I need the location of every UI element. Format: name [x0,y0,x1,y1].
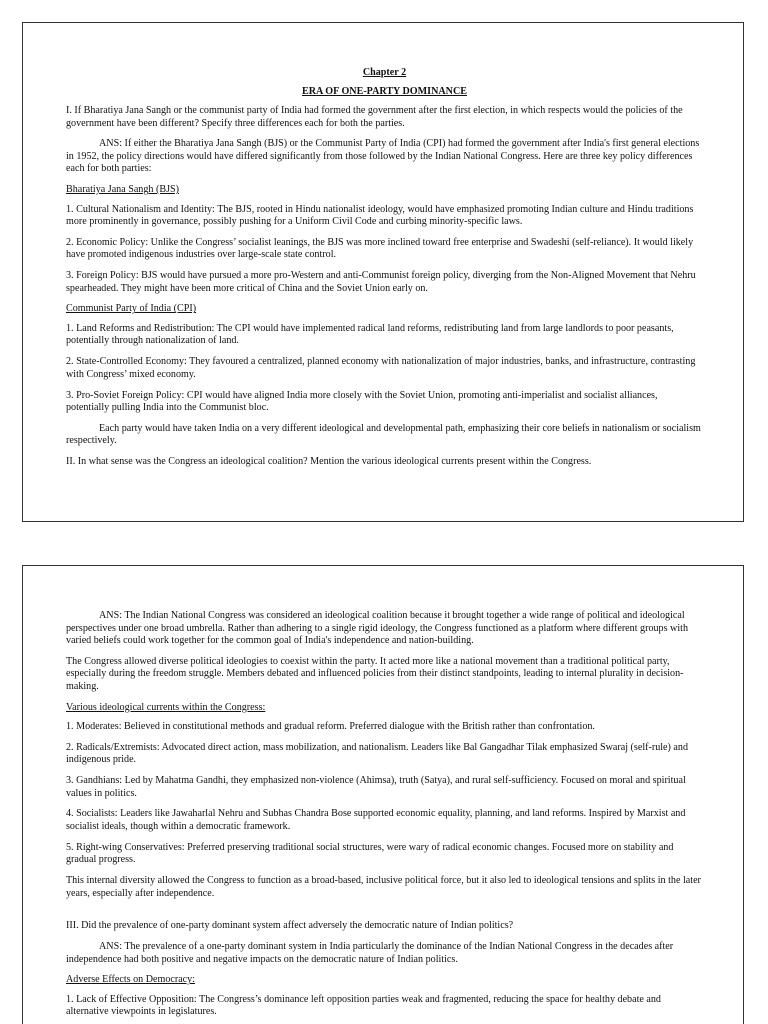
cpi-item: 2. State-Controlled Economy: They favoured a centralized, planned economy with nationalization of major industries, banks, and infrastructure, contrasting with Congress’ mixed economy. [66,356,696,380]
currents-heading: Various ideological currents within the Congress: [66,701,266,713]
cpi-heading: Communist Party of India (CPI) [66,303,197,315]
adverse-heading: Adverse Effects on Democracy: [66,974,196,986]
bjs-item: 1. Cultural Nationalism and Identity: The BJS, rooted in Hindu nationalist ideology, would have emphasized promoting Indian culture and Hindu traditions more prominently in governance, possibly pushing for a Uniform Civil Code and curbing minority-specific laws. [66,203,694,228]
paragraph-spacer [66,908,703,920]
answer-3: ANS: The prevalence of a one-party dominant system in India particularly the dominance of the Indian National Congress in the decades after independence had both positive and negative impacts on the democratic nature of Indian politics. [66,941,674,965]
cpi-item: 1. Land Reforms and Redistribution: The CPI would have implemented radical land reforms, redistributing land from large landlords to poor peasants, potentially through nationalization of land. [66,322,674,347]
chapter-label: Chapter 2 [362,67,407,78]
bjs-item: 3. Foreign Policy: BJS would have pursued a more pro-Western and anti-Communist foreign policy, diverging from the Non-Aligned Movement that Nehru spearheaded. They might have been more critical of China and the Soviet Union early on. [66,270,696,294]
current-item: 1. Moderates: Believed in constitutional methods and gradual reform. Preferred dialogue with the British rather than confrontation. [66,721,595,733]
question-2: II. In what sense was the Congress an ideological coalition? Mention the various ideological currents present within the Congress. [66,456,592,468]
document-page-1 [22,22,744,522]
answer-1-conclusion: Each party would have taken India on a very different ideological and developmental path, emphasizing their core beliefs in nationalism or socialism respectively. [66,422,701,447]
question-1: I. If Bharatiya Jana Sangh or the communist party of India had formed the government after the first election, in which respects would the policies of the government have been different? Specify three differences each for both the parties. [66,105,683,129]
answer-1: ANS: If either the Bharatiya Jana Sangh (BJS) or the Communist Party of India (CPI) had formed the government after India's first general elections in 1952, the policy directions would have differed significantly from those followed by the Indian National Congress. Here are three key policy differences each for both parties: [66,138,700,175]
cpi-item: 3. Pro-Soviet Foreign Policy: CPI would have aligned India more closely with the Soviet Union, promoting anti-imperialist and socialist alliances, potentially pulling India into the Communist bloc. [66,389,658,414]
bjs-item: 2. Economic Policy: Unlike the Congress’ socialist leanings, the BJS was more inclined toward free enterprise and Swadeshi (self-reliance). It would likely have promoted indigenous industries over large-scale state control. [66,236,694,261]
current-item: 5. Right-wing Conservatives: Preferred preserving traditional social structures, were wary of radical economic changes. Focused more on stability and gradual progress. [66,841,674,866]
current-item: 3. Gandhians: Led by Mahatma Gandhi, they emphasized non-violence (Ahimsa), truth (Satya), and rural self-sufficiency. Focused on moral and spiritual values in politics. [66,775,686,799]
document-page-2 [22,565,744,1024]
answer-2: ANS: The Indian National Congress was considered an ideological coalition because it brought together a wide range of political and ideological perspectives under one broad umbrella. Rather than adhering to a single rigid ideology, the Congress functioned as a platform where different groups with varied beliefs could work together for the common goal of India's independence and nation-building. [66,610,688,646]
answer-2-paragraph-2: The Congress allowed diverse political ideologies to coexist within the party. It acted more like a national movement than a traditional political party, especially during the freedom struggle. Members debated and influenced policies from their distinct standpoints, leading to internal plurality in decision-making. [66,655,684,692]
chapter-title: ERA OF ONE-PARTY DOMINANCE [302,85,467,97]
diversity-paragraph: This internal diversity allowed the Congress to function as a broad-based, inclusive political force, but it also led to ideological tensions and splits in the later years, especially after independence. [66,875,701,899]
bjs-heading: Bharatiya Jana Sangh (BJS) [66,184,179,196]
adverse-item: 1. Lack of Effective Opposition: The Congress’s dominance left opposition parties weak and fragmented, reducing the space for healthy debate and alternative viewpoints in legislatures. [66,993,661,1018]
current-item: 2. Radicals/Extremists: Advocated direct action, mass mobilization, and nationalism. Leaders like Bal Gangadhar Tilak emphasized Swaraj (self-rule) and indigenous pride. [66,741,688,766]
question-3: III. Did the prevalence of one-party dominant system affect adversely the democratic nature of Indian politics? [66,920,514,932]
current-item: 4. Socialists: Leaders like Jawaharlal Nehru and Subhas Chandra Bose supported economic equality, planning, and land reforms. Inspired by Marxist and socialist ideals, though within a democratic framework. [66,808,686,832]
page-1-content [66,67,703,477]
page-2-content [66,610,703,1024]
